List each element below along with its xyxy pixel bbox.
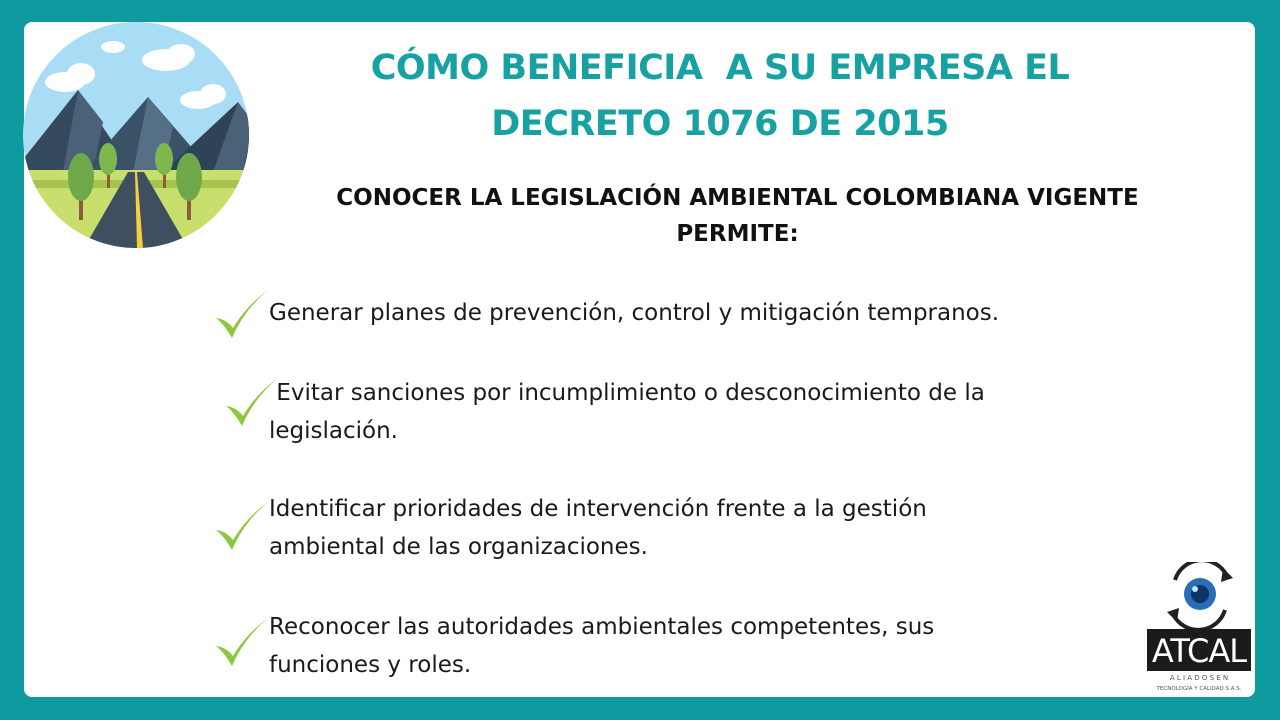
check-icon <box>210 500 272 558</box>
benefit-text-line-1: Evitar sanciones por incumplimiento o desconocimiento de la <box>269 380 985 406</box>
subtitle-line-1: CONOCER LA LEGISLACIÓN AMBIENTAL COLOMBIANA VIGENTE <box>336 185 1139 211</box>
check-icon <box>210 288 272 346</box>
logo-tagline-2: TECNOLOGÍA Y CALIDAD S.A.S. <box>1156 686 1242 692</box>
benefit-text-line-2: ambiental de las organizaciones. <box>269 534 648 560</box>
check-icon <box>210 616 272 674</box>
title-line-2: DECRETO 1076 DE 2015 <box>491 104 949 144</box>
subtitle <box>300 180 1175 252</box>
title-line-1: CÓMO BENEFICIA A SU EMPRESA EL <box>370 48 1070 88</box>
atcal-logo <box>1145 562 1255 697</box>
eye-icon <box>1167 562 1233 630</box>
landscape-illustration <box>23 22 249 248</box>
logo-brand: ATCAL <box>1151 632 1247 670</box>
benefit-text-line-1: Identificar prioridades de intervención frente a la gestión <box>269 496 927 522</box>
subtitle-line-2: PERMITE: <box>676 221 799 247</box>
benefit-text-line-2: legislación. <box>269 418 398 444</box>
page-title <box>300 40 1140 152</box>
logo-tagline-1: A L I A D O S E N <box>1169 674 1229 682</box>
benefit-text-line-1: Generar planes de prevención, control y mitigación tempranos. <box>269 300 1000 326</box>
benefit-text-line-2: funciones y roles. <box>269 652 472 678</box>
benefit-text-line-1: Reconocer las autoridades ambientales competentes, sus <box>269 614 935 640</box>
